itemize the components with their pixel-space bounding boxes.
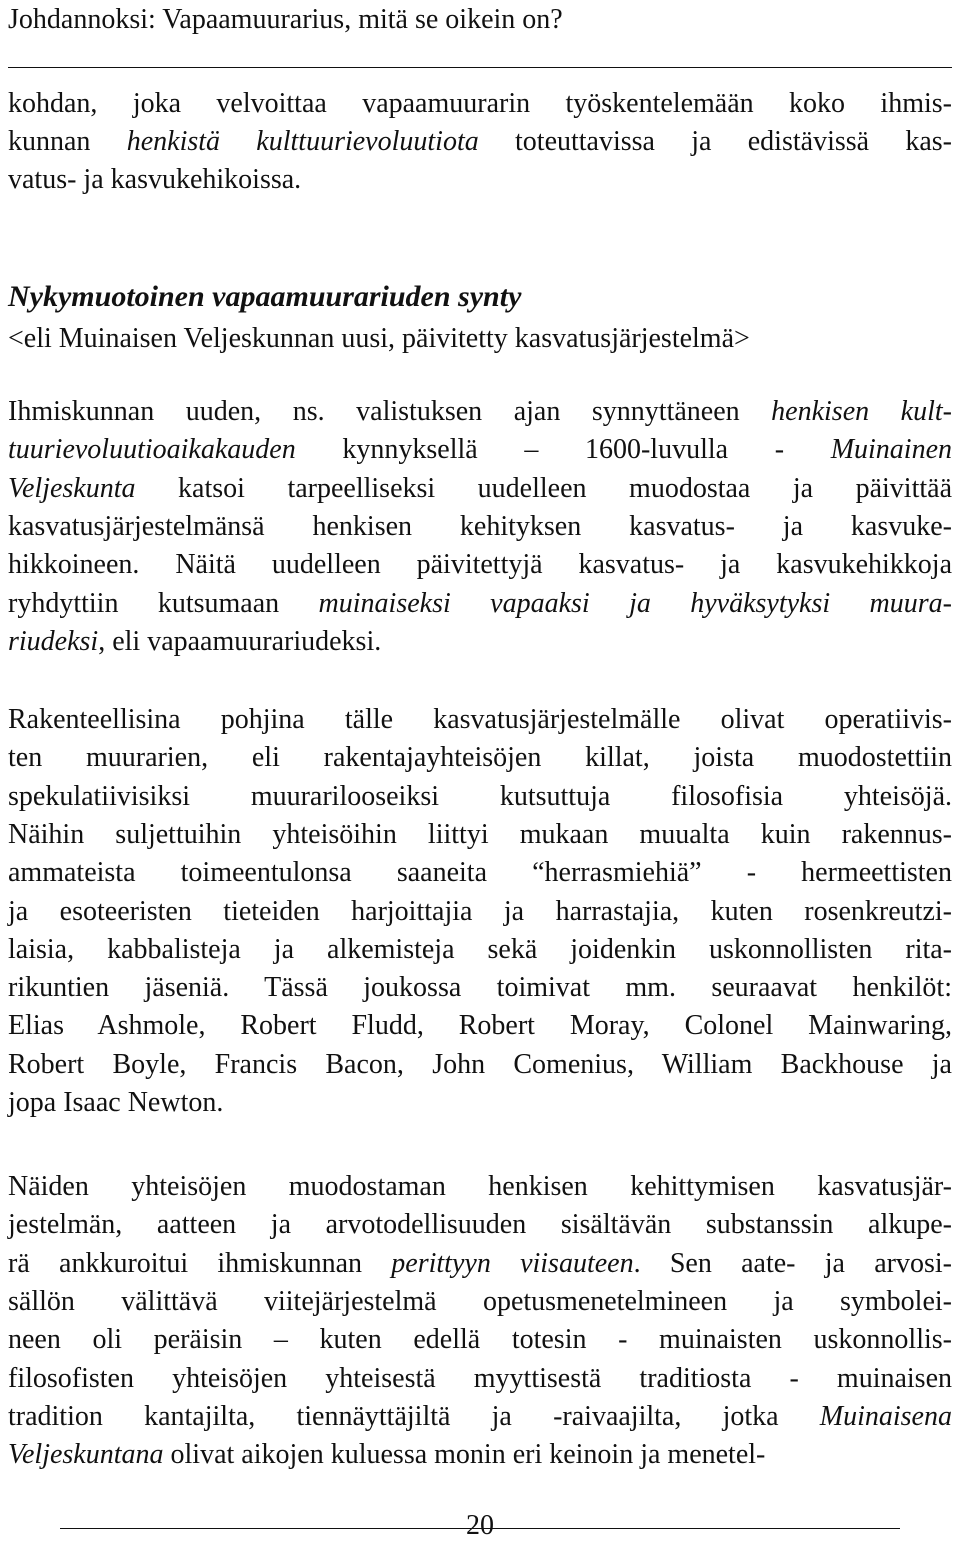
- paragraph_2-line: [8, 470, 952, 508]
- text-run: ten muurarien, eli rakentajayhteisöjen killat, joista muodostettiin: [8, 742, 952, 774]
- text-run: spekulatiivisiksi muurarilooseiksi kutsuttuja filosofisia yhteisöjä.: [8, 780, 952, 812]
- section-heading: Nykymuotoinen vapaamuurariuden synty: [8, 280, 522, 313]
- paragraph_4-line: [8, 1321, 952, 1359]
- text-run: rikuntien jäseniä. Tässä joukossa toimivat mm. seuraavat henkilöt:: [8, 972, 952, 1004]
- text-run: ryhdyttiin kutsumaan: [8, 587, 319, 619]
- text-run: hikkoineen. Näitä uudelleen päivitettyjä kasvatus- ja kasvukehikkoja: [8, 549, 952, 581]
- text-run: kasvatusjärjestelmänsä henkisen kehityksen kasvatus- ja kasvuke-: [8, 510, 952, 542]
- text-run: rä ankkuroitui ihmiskunnan: [8, 1247, 392, 1279]
- paragraph_3-line: [8, 1007, 952, 1045]
- italic-phrase: Muinaisena: [819, 1400, 952, 1432]
- text-run: jopa Isaac Newton.: [8, 1087, 224, 1118]
- text-run: laisia, kabbalisteja ja alkemisteja sekä joidenkin uskonnollisten rita-: [8, 933, 952, 965]
- paragraph_4-line: [8, 1283, 952, 1321]
- paragraph_1-line: [8, 123, 952, 161]
- text-run: ja esoteeristen tieteiden harjoittajia ja harrastajia, kuten rosenkreutzi-: [8, 895, 952, 927]
- text-run: Elias Ashmole, Robert Fludd, Robert Moray, Colonel Mainwaring,: [8, 1010, 952, 1042]
- paragraph_3-line: [8, 931, 952, 969]
- paragraph_3-line: [8, 1046, 952, 1084]
- paragraph_3-line: [8, 778, 952, 816]
- paragraph_4-line: [8, 1436, 952, 1474]
- text-run: ammateista toimeentulonsa saaneita “herrasmiehiä” - hermeettisten: [8, 857, 952, 889]
- text-run: neen oli peräisin – kuten edellä totesin - muinaisten uskonnollis-: [8, 1324, 952, 1356]
- section-subheading: <eli Muinaisen Veljeskunnan uusi, päivitetty kasvatusjärjestelmä>: [8, 323, 750, 354]
- italic-phrase: Veljeskuntana: [8, 1439, 164, 1471]
- paragraph_1-line: [8, 85, 952, 123]
- text-run: Ihmiskunnan uuden, ns. valistuksen ajan synnyttäneen: [8, 396, 772, 427]
- paragraph_2-line: [8, 585, 952, 623]
- paragraph_1-line: [8, 161, 952, 199]
- paragraph_2-line: [8, 431, 952, 469]
- text-run: olivat aikojen kuluessa monin eri keinoin ja menetel-: [163, 1439, 766, 1471]
- paragraph_3-line: [8, 893, 952, 931]
- paragraph_2-line: [8, 508, 952, 546]
- text-run: Näihin suljettuihin yhteisöihin liittyi mukaan muualta kuin rakennus-: [8, 818, 952, 850]
- paragraph_3-line: [8, 969, 952, 1007]
- paragraph_4-line: [8, 1245, 952, 1283]
- italic-phrase: henkisen kult-: [771, 396, 952, 427]
- italic-phrase: perittyyn viisauteen: [391, 1247, 634, 1279]
- text-run: filosofisten yhteisöjen yhteisestä myyttisestä traditiosta - muinaisen: [8, 1362, 952, 1394]
- text-run: katsoi tarpeelliseksi uudelleen muodostaa ja päivittää: [135, 472, 952, 504]
- italic-phrase: henkistä kulttuurievoluutiota: [126, 126, 479, 158]
- text-run: jestelmän, aatteen ja arvotodellisuuden sisältävän substanssin alkupe-: [8, 1209, 952, 1241]
- text-run: . Sen aate- ja arvosi-: [633, 1247, 952, 1279]
- text-run: tradition kantajilta, tiennäyttäjiltä ja -raivaajilta, jotka: [8, 1400, 820, 1432]
- italic-phrase: riudeksi: [8, 625, 99, 657]
- header-rule: [8, 67, 952, 68]
- paragraph_4-line: [8, 1360, 952, 1398]
- running-header: Johdannoksi: Vapaamuurarius, mitä se oikein on?: [8, 4, 563, 35]
- page-number: 20: [466, 1510, 494, 1541]
- italic-phrase: Muinainen: [830, 434, 952, 466]
- text-run: vatus- ja kasvukehikoissa.: [8, 164, 302, 196]
- text-run: kohdan, joka velvoittaa vapaamuurarin työskentelemään koko ihmis-: [8, 88, 952, 119]
- italic-phrase: tuurievoluutioaikakauden: [8, 434, 296, 466]
- paragraph_2-line: [8, 393, 952, 431]
- paragraph_3-line: [8, 854, 952, 892]
- text-run: kunnan: [8, 126, 127, 158]
- paragraph_3-line: [8, 701, 952, 739]
- text-run: toteuttavissa ja edistävissä kas-: [478, 126, 952, 158]
- paragraph_2-line: [8, 623, 952, 661]
- text-run: Robert Boyle, Francis Bacon, John Comenius, William Backhouse ja: [8, 1048, 952, 1080]
- text-run: sällön välittävä viitejärjestelmä opetusmenetelmineen ja symbolei-: [8, 1285, 952, 1317]
- paragraph_4-line: [8, 1398, 952, 1436]
- text-run: Näiden yhteisöjen muodostaman henkisen kehittymisen kasvatusjär-: [8, 1171, 952, 1202]
- text-run: , eli vapaamuurariudeksi.: [98, 625, 382, 657]
- italic-phrase: Veljeskunta: [8, 472, 136, 504]
- italic-phrase: muinaiseksi vapaaksi ja hyväksytyksi muura-: [318, 587, 952, 619]
- paragraph_4-line: [8, 1206, 952, 1244]
- paragraph_3-line: [8, 739, 952, 777]
- paragraph_3-line: [8, 1084, 952, 1122]
- paragraph_3-line: [8, 816, 952, 854]
- text-run: Rakenteellisina pohjina tälle kasvatusjärjestelmälle olivat operatiivis-: [8, 704, 952, 735]
- paragraph_4-line: [8, 1168, 952, 1206]
- text-run: kynnyksellä – 1600-luvulla -: [295, 434, 831, 466]
- paragraph_2-line: [8, 546, 952, 584]
